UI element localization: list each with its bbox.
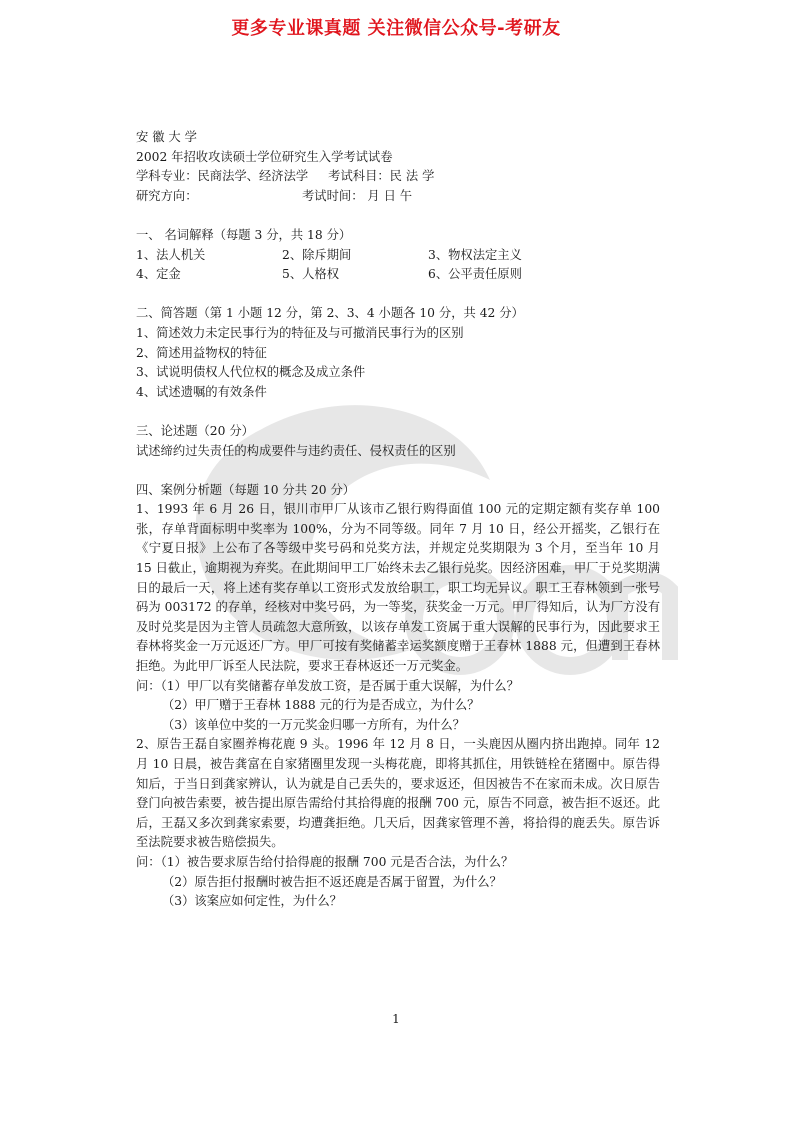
term-4: 4、定金 [136, 267, 181, 282]
exam-time: 考试时间： 月 日 午 [302, 188, 413, 203]
exam-paper [136, 128, 660, 912]
case2-question: 问：（1）被告要求原告给付拾得鹿的报酬 700 元是否合法，为什么？ [136, 854, 514, 869]
essay-question: 试述缔约过失责任的构成要件与违约责任、侵权责任的区别 [136, 443, 456, 458]
terms-row-2 [136, 265, 660, 285]
term-1: 1、法人机关 [136, 247, 206, 262]
case1-question: （3）该单位中奖的一万元奖金归哪一方所有，为什么？ [162, 717, 465, 732]
case1-body: 1、1993 年 6 月 26 日，银川市甲厂从该市乙银行购得面值 100 元的定期定额有奖存单 100 张，存单背面标明中奖率为 100%，分为不同等级。同年 7 月 10 日，经公开摇奖，乙银行在《宁夏日报》上公布了各等级中奖号码和兑奖方法，并规定兑奖期限为 3 个月，至当年 10 月 15 日截止，逾期视为弃奖。在此期间甲工厂始终未去乙银行兑奖。因经济困难，甲厂于兑奖期满日的最后一天，将上述有奖存单以工资形式发放给职工，职工均无异议。职工王春林领到一张号码为 003172 的存单，经核对中奖号码，为一等奖，获奖金一万元。甲厂得知后，认为厂方没有及时兑奖是因为主管人员疏忽大意所致，以该存单发工资属于重大误解的民事行为，因此要求王春林将奖金一万元返还厂方。甲厂可按有奖储蓄幸运奖额度赠于王春林 1888 元，但遭到王春林拒绝。为此甲厂诉至人民法院，要求王春林返还一万元奖金。 [136, 502, 660, 674]
major-subject-line [136, 167, 660, 187]
university-name: 安 徽 大 学 [136, 130, 197, 144]
short-question: 1、简述效力未定民事行为的特征及与可撤消民事行为的区别 [136, 325, 464, 340]
term-2: 2、除斥期间 [282, 247, 352, 262]
section3-title: 三、论述题（20 分） [136, 423, 254, 438]
direction-time-line [136, 187, 660, 207]
case2-question: （2）原告拒付报酬时被告拒不返还鹿是否属于留置，为什么？ [162, 874, 502, 889]
section4-title: 四、案例分析题（每题 10 分共 20 分） [136, 482, 356, 497]
case1-question: 问：（1）甲厂以有奖储蓄存单发放工资，是否属于重大误解，为什么？ [136, 678, 519, 693]
section1-title: 一、 名词解释（每题 3 分，共 18 分） [136, 227, 352, 242]
case2-question: （3）该案应如何定性，为什么？ [162, 894, 342, 909]
short-question: 3、试说明债权人代位权的概念及成立条件 [136, 365, 366, 380]
section2-title: 二、简答题（第 1 小题 12 分，第 2、3、4 小题各 10 分，共 42 分） [136, 306, 524, 321]
term-6: 6、公平责任原则 [428, 267, 522, 282]
case2-body: 2、原告王磊自家圈养梅花鹿 9 头。1996 年 12 月 8 日，一头鹿因从圈内挤出跑掉。同年 12 月 10 日晨，被告龚富在自家猪圈里发现一头梅花鹿，即将其抓住，用铁链栓在猪圈中。原告得知后，于当日到龚家辨认，认为就是自己丢失的，要求返还，但因被告不在家而未成。次日原告登门向被告索要，被告提出原告需给付其拾得鹿的报酬 700 元，原告不同意，被告拒不返还。此后，王磊又多次到龚家索要，均遭龚拒绝。几天后，因龚家管理不善，将拾得的鹿丢失。原告诉至法院要求被告赔偿损失。 [136, 737, 660, 850]
terms-row-1 [136, 246, 660, 266]
term-5: 5、人格权 [282, 267, 340, 282]
promo-banner: 更多专业课真题 关注微信公众号-考研友 [231, 18, 561, 39]
exam-title: 2002 年招收攻读硕士学位研究生入学考试试卷 [136, 149, 393, 164]
case1-question: （2）甲厂赠于王春林 1888 元的行为是否成立，为什么？ [162, 698, 480, 713]
short-question: 4、试述遗嘱的有效条件 [136, 384, 267, 399]
subject: 考试科目：民 法 学 [328, 169, 435, 184]
research-direction: 研究方向： [136, 188, 198, 203]
major: 学科专业：民商法学、经济法学 [136, 169, 309, 184]
term-3: 3、物权法定主义 [428, 247, 522, 262]
short-question: 2、简述用益物权的特征 [136, 345, 267, 360]
page-number: 1 [392, 1012, 400, 1026]
